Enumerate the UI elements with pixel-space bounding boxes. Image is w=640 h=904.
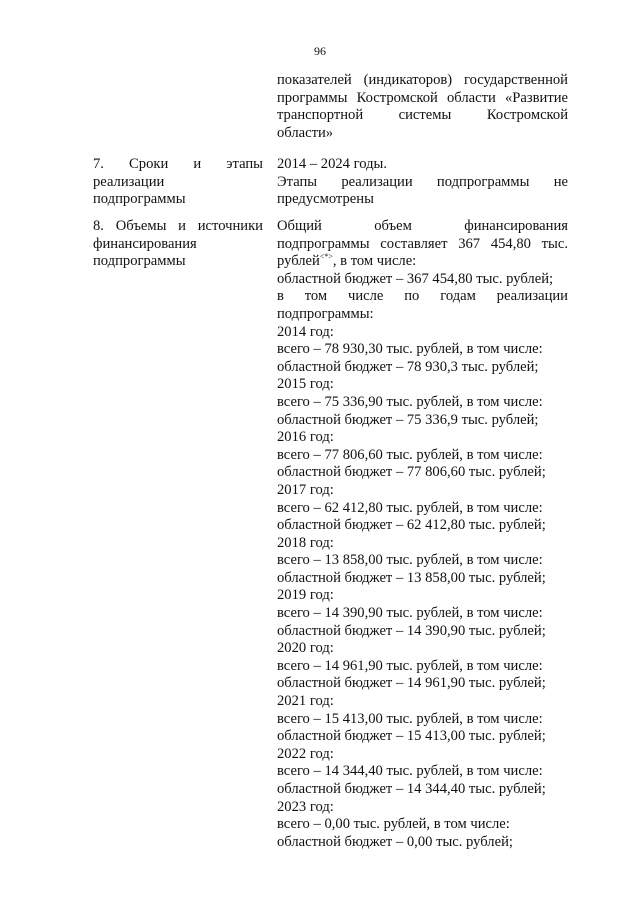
year-total-line: всего – 15 413,00 тыс. рублей, в том числе: bbox=[277, 710, 543, 727]
year-total-line: всего – 62 412,80 тыс. рублей, в том числе: bbox=[277, 499, 543, 516]
text-line: области» bbox=[277, 124, 334, 141]
text-line: подпрограммы: bbox=[277, 305, 374, 322]
year-regional-line: областной бюджет – 14 390,90 тыс. рублей; bbox=[277, 622, 546, 639]
year-total-line: всего – 14 961,90 тыс. рублей, в том числе: bbox=[277, 657, 543, 674]
year-year-line: 2018 год: bbox=[277, 534, 334, 551]
text-line: Этапы реализации подпрограммы не bbox=[277, 173, 568, 190]
year-total-line: всего – 13 858,00 тыс. рублей, в том числе: bbox=[277, 552, 543, 569]
text-line: областной бюджет – 367 454,80 тыс. рублей; bbox=[277, 270, 554, 287]
year-total-line: всего – 14 344,40 тыс. рублей, в том числе: bbox=[277, 763, 543, 780]
text-line: предусмотрены bbox=[277, 191, 374, 208]
text-line: показателей (индикаторов) государственной bbox=[277, 72, 568, 88]
year-total-line: всего – 75 336,90 тыс. рублей, в том числе: bbox=[277, 393, 543, 410]
footnote-marker: <*> bbox=[319, 252, 333, 262]
year-regional-line: областной бюджет – 78 930,3 тыс. рублей; bbox=[277, 358, 539, 375]
year-year-line: 2015 год: bbox=[277, 376, 334, 393]
year-regional-line: областной бюджет – 77 806,60 тыс. рублей; bbox=[277, 464, 546, 481]
year-year-line: 2014 год: bbox=[277, 323, 334, 340]
year-year-line: 2020 год: bbox=[277, 640, 334, 657]
text-fragment: рублей bbox=[277, 253, 320, 270]
year-regional-line: областной бюджет – 15 413,00 тыс. рублей; bbox=[277, 728, 546, 745]
program-title-continuation bbox=[277, 72, 568, 142]
year-year-line: 2017 год: bbox=[277, 481, 334, 498]
year-regional-line: областной бюджет – 14 344,40 тыс. рублей; bbox=[277, 781, 546, 797]
row7-content bbox=[277, 156, 568, 209]
year-year-line: 2016 год: bbox=[277, 429, 334, 446]
text-line bbox=[277, 253, 568, 271]
year-total-line: всего – 14 390,90 тыс. рублей, в том числе: bbox=[277, 605, 543, 622]
label-line: 8. Объемы и источники bbox=[93, 218, 263, 234]
year-total-line: всего – 78 930,30 тыс. рублей, в том числе: bbox=[277, 341, 543, 358]
label-line: подпрограммы bbox=[93, 253, 186, 270]
row7-label bbox=[93, 156, 263, 209]
year-regional-line: областной бюджет – 62 412,80 тыс. рублей; bbox=[277, 517, 546, 534]
year-year-line: 2023 год: bbox=[277, 798, 334, 815]
year-year-line: 2021 год: bbox=[277, 693, 334, 710]
year-total-line: всего – 0,00 тыс. рублей, в том числе: bbox=[277, 816, 510, 833]
text-line: транспортной системы Костромской bbox=[277, 107, 568, 124]
year-regional-line: областной бюджет – 13 858,00 тыс. рублей; bbox=[277, 569, 546, 586]
year-year-line: 2019 год: bbox=[277, 587, 334, 604]
year-regional-line: областной бюджет – 0,00 тыс. рублей; bbox=[277, 833, 513, 850]
label-line: подпрограммы bbox=[93, 191, 186, 208]
label-line: 7. Сроки и этапы bbox=[93, 156, 263, 172]
year-total-line: всего – 77 806,60 тыс. рублей, в том числе: bbox=[277, 446, 543, 463]
page-number: 96 bbox=[314, 44, 326, 58]
text-line: 2014 – 2024 годы. bbox=[277, 156, 387, 172]
text-line: в том числе по годам реализации bbox=[277, 288, 568, 305]
label-line: реализации bbox=[93, 173, 165, 190]
year-year-line: 2022 год: bbox=[277, 745, 334, 762]
text-line: подпрограммы составляет 367 454,80 тыс. bbox=[277, 235, 568, 252]
year-regional-line: областной бюджет – 14 961,90 тыс. рублей; bbox=[277, 675, 546, 692]
year-regional-line: областной бюджет – 75 336,9 тыс. рублей; bbox=[277, 411, 539, 428]
label-line: финансирования bbox=[93, 235, 197, 252]
years-list bbox=[277, 324, 568, 852]
text-line: Общий объем финансирования bbox=[277, 218, 568, 234]
text-fragment: , в том числе: bbox=[332, 253, 417, 270]
row8-label bbox=[93, 218, 263, 271]
text-line: программы Костромской области «Развитие bbox=[277, 89, 568, 106]
row8-content bbox=[277, 218, 568, 851]
